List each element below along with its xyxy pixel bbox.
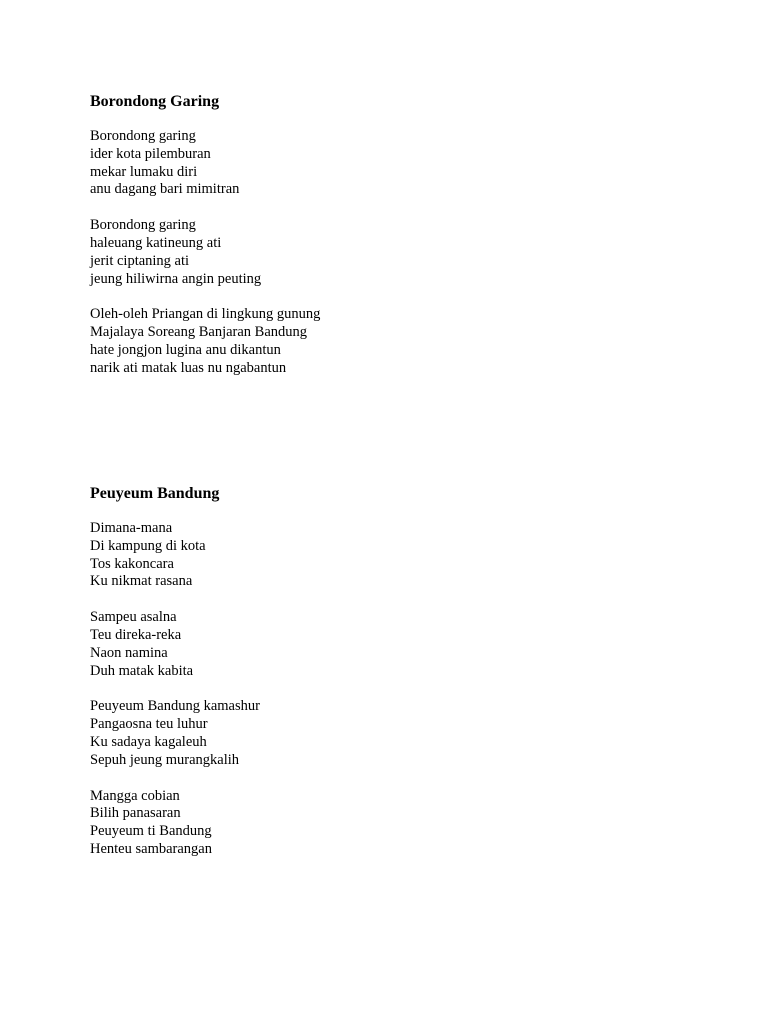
song-borondong-garing <box>90 92 710 396</box>
lyric-line: Ku nikmat rasana <box>90 573 193 590</box>
lyric-line: Tos kakoncara <box>90 555 174 572</box>
lyric-line: Teu direka-reka <box>90 626 182 643</box>
lyric-line: Henteu sambarangan <box>90 840 212 857</box>
lyric-line: Bilih panasaran <box>90 805 181 822</box>
song-title: Borondong Garing <box>90 93 220 110</box>
lyric-line: Borondong garing <box>90 128 196 144</box>
stanza <box>90 520 710 591</box>
lyric-line: Oleh-oleh Priangan di lingkung gunung <box>90 306 321 323</box>
lyric-line: Duh matak kabita <box>90 662 194 679</box>
lyric-line: Majalaya Soreang Banjaran Bandung <box>90 324 308 341</box>
stanza <box>90 217 710 288</box>
lyric-line: Dimana-mana <box>90 520 173 536</box>
lyric-line: Peuyeum Bandung kamashur <box>90 698 260 715</box>
lyric-line: Peuyeum ti Bandung <box>90 823 212 840</box>
lyric-line: Di kampung di kota <box>90 537 206 554</box>
song-peuyeum-bandung <box>90 484 710 877</box>
lyric-line: Sepuh jeung murangkalih <box>90 751 240 768</box>
stanza <box>90 698 710 769</box>
stanza <box>90 128 710 199</box>
lyric-line: Borondong garing <box>90 217 196 234</box>
lyric-line: anu dagang bari mimitran <box>90 181 240 198</box>
lyric-line: jerit ciptaning ati <box>90 252 190 269</box>
lyric-line: ider kota pilemburan <box>90 145 211 162</box>
lyric-line: Ku sadaya kagaleuh <box>90 733 207 750</box>
lyric-line: narik ati matak luas nu ngabantun <box>90 359 287 376</box>
stanza <box>90 788 710 859</box>
lyric-line: hate jongjon lugina anu dikantun <box>90 341 281 358</box>
lyric-line: Sampeu asalna <box>90 609 177 626</box>
stanza <box>90 306 710 377</box>
stanza <box>90 609 710 680</box>
lyric-line: Mangga cobian <box>90 787 180 804</box>
lyric-line: Pangaosna teu luhur <box>90 716 208 733</box>
lyric-line: Naon namina <box>90 644 168 661</box>
lyric-line: haleuang katineung ati <box>90 234 222 251</box>
lyric-line: jeung hiliwirna angin peuting <box>90 270 262 287</box>
song-title: Peuyeum Bandung <box>90 485 220 502</box>
lyric-line: mekar lumaku diri <box>90 163 198 180</box>
